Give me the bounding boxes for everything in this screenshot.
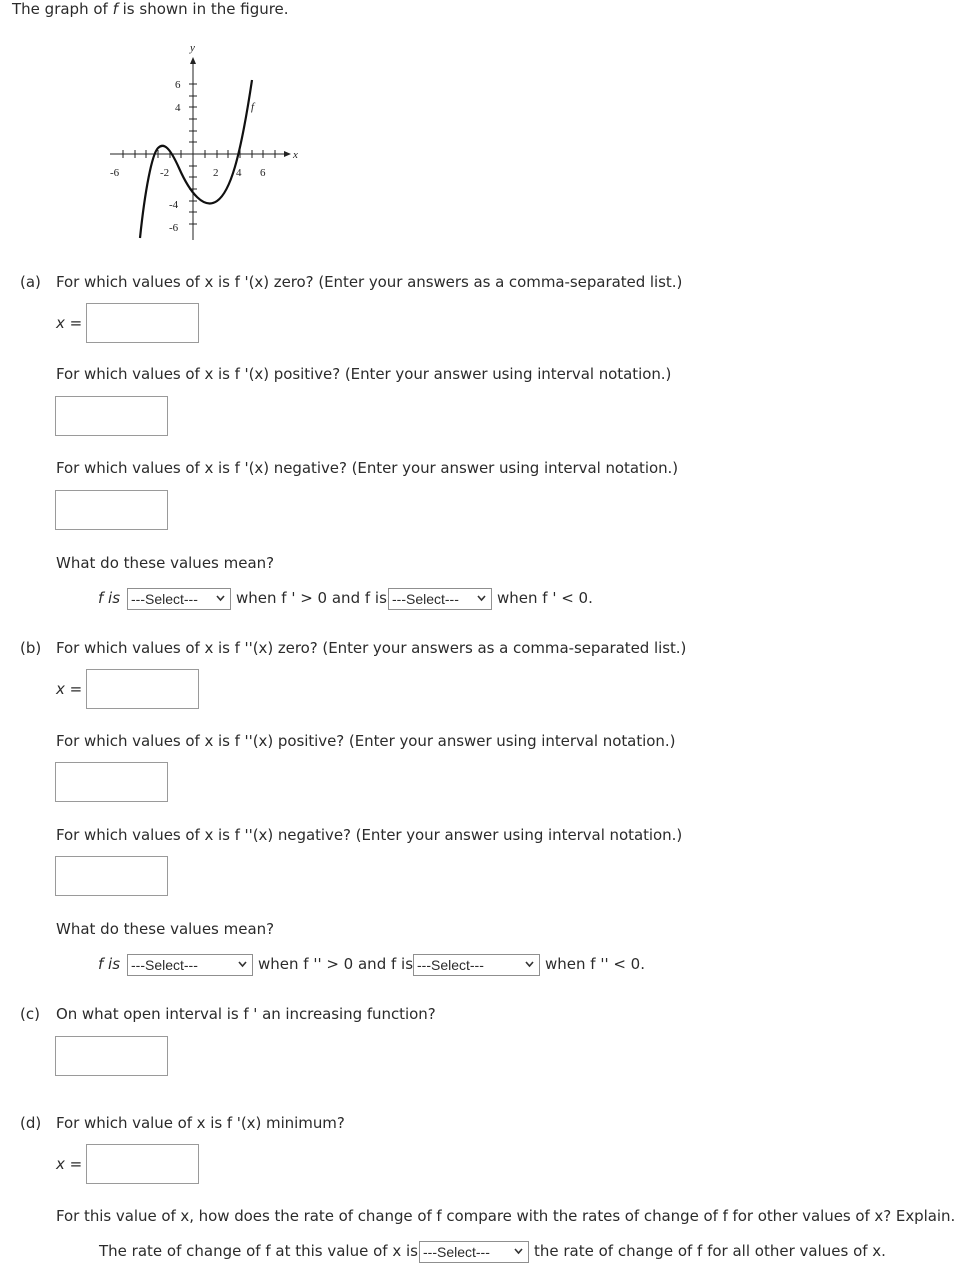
when-fprime-positive-text: when f ' > 0 and f is bbox=[236, 589, 387, 607]
answer-input-a-zero[interactable] bbox=[86, 303, 199, 343]
part-d-question-explain: For this value of x, how does the rate of change of f compare with the rates of change of f for other values of x? Explain. bbox=[56, 1207, 956, 1225]
part-a-tag: (a) bbox=[20, 273, 41, 291]
when-fprime-negative-text: when f ' < 0. bbox=[497, 589, 593, 607]
select-d-rate-compare[interactable]: ---Select--- bbox=[419, 1241, 529, 1263]
select-a-decreasing[interactable]: ---Select--- bbox=[388, 588, 492, 610]
function-graph bbox=[100, 40, 310, 245]
x-tick-label: 2 bbox=[213, 167, 219, 179]
select-b-concave-up[interactable]: ---Select--- bbox=[127, 954, 253, 976]
y-tick-label: -6 bbox=[169, 222, 179, 234]
part-b-tag: (b) bbox=[20, 639, 42, 657]
part-d-tag: (d) bbox=[20, 1114, 42, 1132]
when-fdoubleprime-negative-text: when f '' < 0. bbox=[545, 955, 645, 973]
chevron-down-icon bbox=[238, 961, 247, 968]
y-tick-label: 4 bbox=[175, 102, 181, 114]
x-equals-label: x = bbox=[56, 680, 83, 698]
x-axis-label: x bbox=[293, 149, 298, 161]
x-tick-label: -2 bbox=[160, 167, 170, 179]
answer-input-b-zero[interactable] bbox=[86, 669, 199, 709]
chevron-down-icon bbox=[525, 961, 534, 968]
rate-of-change-suffix: the rate of change of f for all other values of x. bbox=[534, 1242, 886, 1260]
curve-f bbox=[140, 80, 252, 238]
answer-input-c-interval[interactable] bbox=[55, 1036, 168, 1076]
part-a-question-negative: For which values of x is f '(x) negative? (Enter your answer using interval notation.) bbox=[56, 459, 679, 477]
y-tick-label: -4 bbox=[169, 199, 179, 211]
chevron-down-icon bbox=[514, 1248, 523, 1255]
y-tick-label: 6 bbox=[175, 79, 181, 91]
f-is-label: f is bbox=[98, 589, 121, 607]
chevron-down-icon bbox=[216, 595, 225, 602]
answer-input-d-minimum[interactable] bbox=[86, 1144, 199, 1184]
part-d-question-minimum: For which value of x is f '(x) minimum? bbox=[56, 1114, 345, 1132]
answer-input-a-negative[interactable] bbox=[55, 490, 168, 530]
x-tick-label: -6 bbox=[110, 167, 120, 179]
select-a-increasing[interactable]: ---Select--- bbox=[127, 588, 231, 610]
chevron-down-icon bbox=[477, 595, 486, 602]
when-fdoubleprime-positive-text: when f '' > 0 and f is bbox=[258, 955, 414, 973]
y-axis-label: y bbox=[190, 42, 195, 54]
part-a-question-positive: For which values of x is f '(x) positive? (Enter your answer using interval notation.) bbox=[56, 365, 672, 383]
part-b-question-negative: For which values of x is f ''(x) negative? (Enter your answer using interval notation.) bbox=[56, 826, 683, 844]
select-b-concave-down[interactable]: ---Select--- bbox=[413, 954, 540, 976]
x-equals-label: x = bbox=[56, 1155, 83, 1173]
part-c-question: On what open interval is f ' an increasing function? bbox=[56, 1005, 436, 1023]
x-equals-label: x = bbox=[56, 314, 83, 332]
part-a-meaning-question: What do these values mean? bbox=[56, 554, 275, 572]
intro-text: The graph of f is shown in the figure. bbox=[12, 0, 289, 18]
part-b-meaning-question: What do these values mean? bbox=[56, 920, 275, 938]
answer-input-b-negative[interactable] bbox=[55, 856, 168, 896]
x-tick-label: 6 bbox=[260, 167, 266, 179]
answer-input-b-positive[interactable] bbox=[55, 762, 168, 802]
answer-input-a-positive[interactable] bbox=[55, 396, 168, 436]
part-b-question-zero: For which values of x is f ''(x) zero? (Enter your answers as a comma-separated list.) bbox=[56, 639, 687, 657]
f-is-label: f is bbox=[98, 955, 121, 973]
x-tick-label: 4 bbox=[236, 167, 242, 179]
rate-of-change-prefix: The rate of change of f at this value of x is bbox=[99, 1242, 418, 1260]
part-c-tag: (c) bbox=[20, 1005, 40, 1023]
curve-label: f bbox=[251, 101, 255, 113]
part-a-question-zero: For which values of x is f '(x) zero? (Enter your answers as a comma-separated list.) bbox=[56, 273, 683, 291]
part-b-question-positive: For which values of x is f ''(x) positive? (Enter your answer using interval notation.) bbox=[56, 732, 676, 750]
